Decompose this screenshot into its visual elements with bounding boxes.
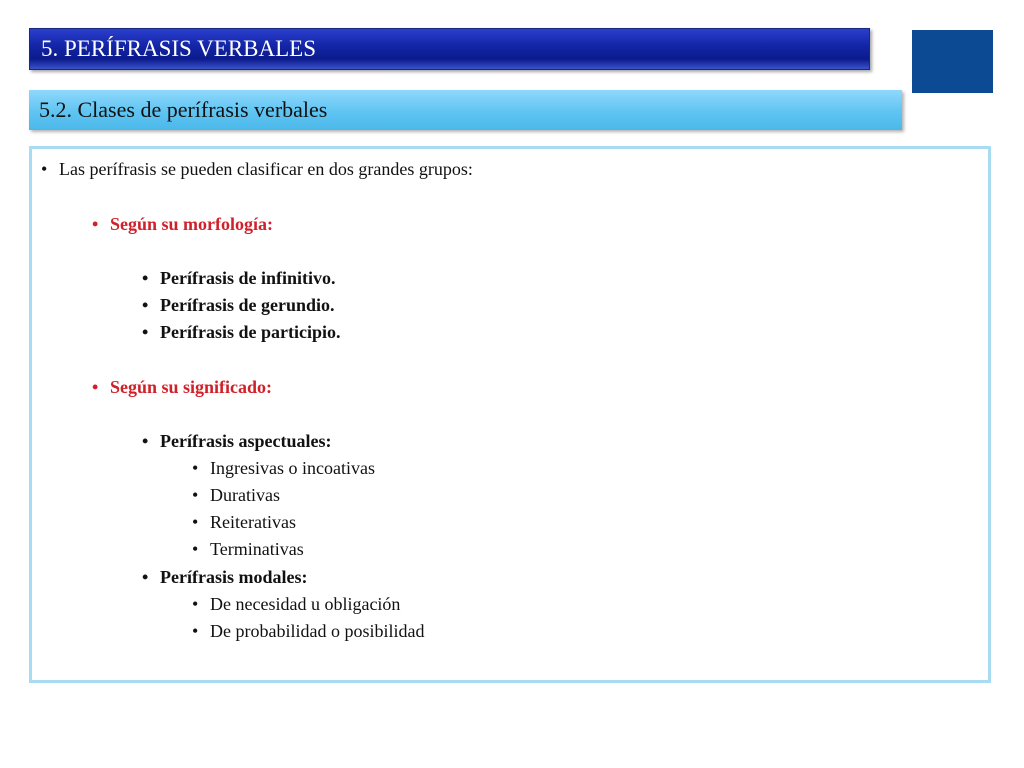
- slide-title: 5. PERÍFRASIS VERBALES: [29, 28, 870, 70]
- bullet: •: [92, 377, 99, 397]
- group-morphology: [92, 213, 273, 235]
- bullet: •: [192, 621, 199, 641]
- bullet: •: [92, 214, 99, 234]
- group-meaning: [92, 376, 272, 398]
- bullet: •: [192, 485, 199, 505]
- group-label: Según su significado:: [110, 377, 273, 397]
- bullet: •: [142, 567, 149, 587]
- bullet: •: [142, 268, 149, 288]
- sub-list-item-label: Durativas: [210, 485, 280, 505]
- sub-list-item: [192, 511, 296, 533]
- list-item: [142, 321, 340, 343]
- list-item: [142, 267, 335, 289]
- sub-list-item: [192, 484, 280, 506]
- list-item-label: Perífrasis de infinitivo.: [160, 268, 336, 288]
- bullet: •: [192, 594, 199, 614]
- sub-list-item: [192, 620, 424, 642]
- bullet: •: [41, 159, 48, 179]
- sub-list-item-label: De necesidad u obligación: [210, 594, 401, 614]
- corner-decoration: [912, 30, 993, 93]
- list-item-label: Perífrasis modales:: [160, 567, 308, 587]
- sub-list-item-label: Reiterativas: [210, 512, 296, 532]
- list-item: [142, 294, 334, 316]
- sub-list-item-label: De probabilidad o posibilidad: [210, 621, 425, 641]
- list-item-label: Perífrasis aspectuales:: [160, 431, 332, 451]
- bullet: •: [192, 512, 199, 532]
- intro-text: Las perífrasis se pueden clasificar en dos grandes grupos:: [59, 159, 473, 179]
- sub-list-item: [192, 538, 304, 560]
- list-item: [142, 566, 307, 588]
- sub-list-item: [192, 457, 375, 479]
- bullet: •: [142, 295, 149, 315]
- list-item-label: Perífrasis de gerundio.: [160, 295, 335, 315]
- content-box: [29, 146, 991, 683]
- slide-subtitle: 5.2. Clases de perífrasis verbales: [29, 90, 902, 130]
- bullet: •: [142, 322, 149, 342]
- group-label: Según su morfología:: [110, 214, 274, 234]
- sub-list-item: [192, 593, 400, 615]
- list-item-label: Perífrasis de participio.: [160, 322, 341, 342]
- bullet: •: [192, 539, 199, 559]
- bullet: •: [142, 431, 149, 451]
- list-item: [142, 430, 331, 452]
- intro-line: [41, 158, 473, 180]
- bullet: •: [192, 458, 199, 478]
- sub-list-item-label: Ingresivas o incoativas: [210, 458, 375, 478]
- sub-list-item-label: Terminativas: [210, 539, 304, 559]
